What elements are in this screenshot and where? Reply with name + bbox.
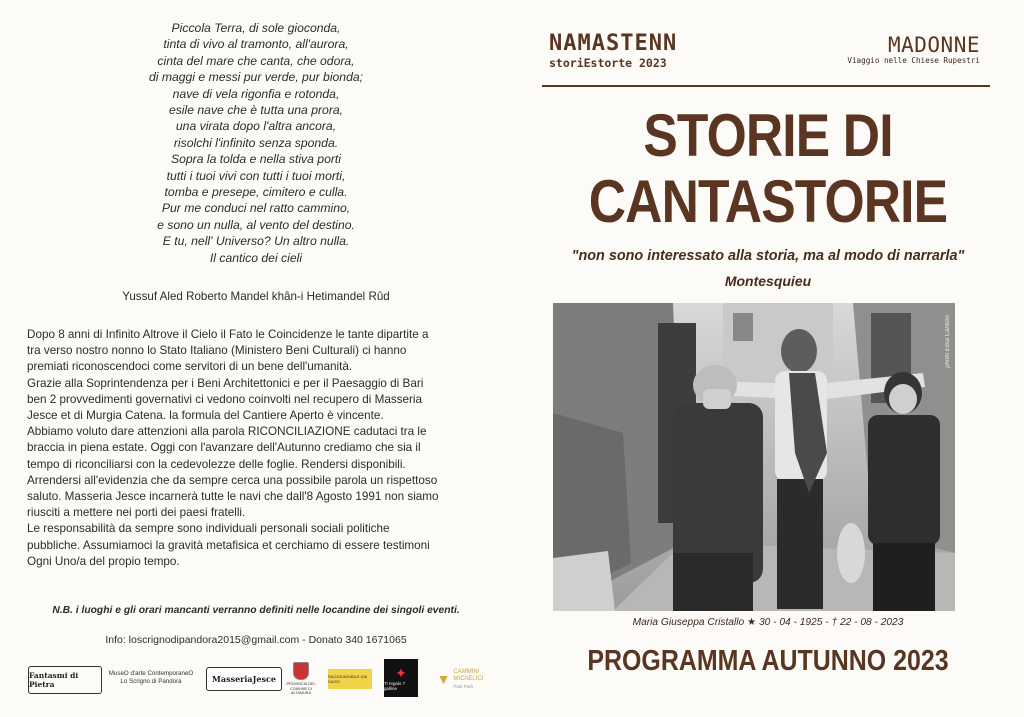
poem-line: tutti i tuoi vivi con tutti i tuoi morti, xyxy=(166,168,346,183)
masseria-jesce-logo xyxy=(206,667,282,691)
body-line: riusciti a mettere nei porti dei paesi fratelli. xyxy=(27,506,246,520)
logo-text: Park Path xyxy=(453,683,474,689)
ti-regalo-7-galline-logo xyxy=(384,659,418,697)
bird-icon: ✦ xyxy=(395,665,407,681)
logo-text: PROVINCIA DEL COMUNE DI ALTAMURA xyxy=(286,682,316,696)
photo-caption: Maria Giuseppa Cristallo ★ 30 - 04 - 1925 - † 22 - 08 - 2023 xyxy=(632,617,904,628)
body-text xyxy=(27,327,489,570)
main-title xyxy=(548,103,988,235)
poem-line: di maggi e messi pur verde, pur bionda; xyxy=(148,70,364,85)
poem-title: Il cantico dei cieli xyxy=(209,250,303,265)
quote-author: Montesquieu xyxy=(724,273,812,289)
poem-line: una virata dopo l'altra ancora, xyxy=(175,119,337,134)
right-page xyxy=(512,0,1024,717)
scrigno-di-pandora-logo xyxy=(108,665,194,691)
brand-name: MADONNE xyxy=(887,33,980,57)
logo-text: Lo Scrigno di Pandora xyxy=(120,678,182,685)
title-line: STORIE DI xyxy=(643,102,893,169)
body-line: tempo di riconciliarsi con la cedevolezze delle foglie. Rendersi disponibili. xyxy=(27,457,406,471)
yellow-sign-logo xyxy=(328,669,372,689)
body-line: Arrendersi all'evidenzia che da sempre cerca una possibile parola un rispettoso xyxy=(27,473,438,487)
poem-line: Sopra la tolda e nella stiva porti xyxy=(170,152,342,167)
logo-text: MasseriaJesce xyxy=(212,674,276,684)
logo-text: RAGGIUNGIBILE DAI SASSI xyxy=(328,674,368,684)
poem xyxy=(22,20,490,266)
poem-line: cinta del mare che canta, che odora, xyxy=(157,53,355,68)
madonne-brand xyxy=(847,35,980,66)
poem-line: Piccola Terra, di sole gioconda, xyxy=(171,21,341,35)
logo-text: CAMMINI xyxy=(453,668,480,675)
sponsor-logos xyxy=(28,659,493,701)
comune-crest-logo xyxy=(286,661,316,697)
logo-text: Fantasmi di Pietra xyxy=(29,671,79,689)
body-line: Ogni Uno/a del propio tempo. xyxy=(27,554,180,568)
poem-line: tinta di vivo al tramonto, all'aurora, xyxy=(163,37,349,52)
photo-credit: photo Elisa Cantoro xyxy=(945,315,951,368)
brand-subtitle: Viaggio nelle Chiese Rupestri xyxy=(847,56,980,65)
fantasmi-di-pietra-logo xyxy=(28,666,102,694)
title-line: CANTASTORIE xyxy=(588,168,948,235)
body-line: premiati riconoscendoci come servitori di un bene dell'umanità. xyxy=(27,360,353,374)
poem-author: Yussuf Aled Roberto Mandel khân-i Hetimandel Rûd xyxy=(122,290,390,303)
logo-text: MuseO d'arte ContemporaneO xyxy=(108,670,194,677)
street-photo xyxy=(553,303,955,611)
logo-text: MICAELICI xyxy=(453,675,484,682)
body-line: Jesce et di Murgia Catena. la formula del Cantiere Aperto è vincente. xyxy=(27,409,384,423)
poem-line: Pur me conduci nel ratto cammino, xyxy=(161,201,351,216)
poem-line: E tu, nell' Universo? Un altro nulla. xyxy=(162,234,350,249)
body-line: braccia in piena estate. Oggi con l'avanzare dell'Autunno crediamo che sia il xyxy=(27,441,421,455)
brand-subtitle: storiEstorte 2023 xyxy=(549,56,667,70)
body-line: Abbiamo voluto dare attenzioni alla parola RICONCILIAZIONE cadutaci tra le xyxy=(27,425,427,439)
body-line: pubbliche. Assumiamoci la gravità metafisica et cerchiamo di essere testimoni xyxy=(27,538,430,552)
body-line: tra verso nostro nonno lo Stato Italiano (Ministero Beni Culturali) ci hanno xyxy=(27,344,407,358)
crest-icon xyxy=(293,662,309,680)
poem-line: nave di vela rigonfia e rotonda, xyxy=(172,86,340,101)
cammini-micaelici-logo xyxy=(428,665,492,693)
namastenn-brand xyxy=(549,33,677,70)
triangle-icon: ▼ xyxy=(436,670,451,687)
logo-text: Ti regalo 7 galline xyxy=(384,681,406,691)
poem-line: e sono un nulla, al vento del destino. xyxy=(157,217,355,232)
photo-illustration xyxy=(553,303,955,611)
header-divider xyxy=(542,85,990,87)
brand-name: NAMASTENN xyxy=(549,31,678,56)
body-line: Le responsabilità da sempre sono individuali personali sociali politiche xyxy=(27,522,390,536)
body-line: ben 2 provvedimenti governativi ci vedono coinvolti nel recupero di Masseria xyxy=(27,392,422,406)
program-title: PROGRAMMA AUTUNNO 2023 xyxy=(587,645,949,677)
body-line: Dopo 8 anni di Infinito Altrove il Cielo il Fato le Coincidenze le tante dipartite a xyxy=(27,328,429,341)
contact-info: Info: loscrignodipandora2015@gmail.com - Donato 340 1671065 xyxy=(105,634,407,646)
poem-line: risolchi l'infinito senza sponda. xyxy=(173,135,339,150)
poem-line: tomba e presepe, cimitero e culla. xyxy=(164,185,348,200)
body-line: saluto. Masseria Jesce incarnerà tutte le navi che dall'8 Agosto 1991 non siamo xyxy=(27,490,439,504)
body-line: Grazie alla Soprintendenza per i Beni Architettonici e per il Paesaggio di Bari xyxy=(27,376,424,390)
poem-line: esile nave che è tutta una prora, xyxy=(168,103,344,118)
quote: "non sono interessato alla storia, ma al modo di narrarla" xyxy=(571,248,965,264)
note: N.B. i luoghi e gli orari mancanti verranno definiti nelle locandine dei singoli eventi. xyxy=(52,605,460,616)
